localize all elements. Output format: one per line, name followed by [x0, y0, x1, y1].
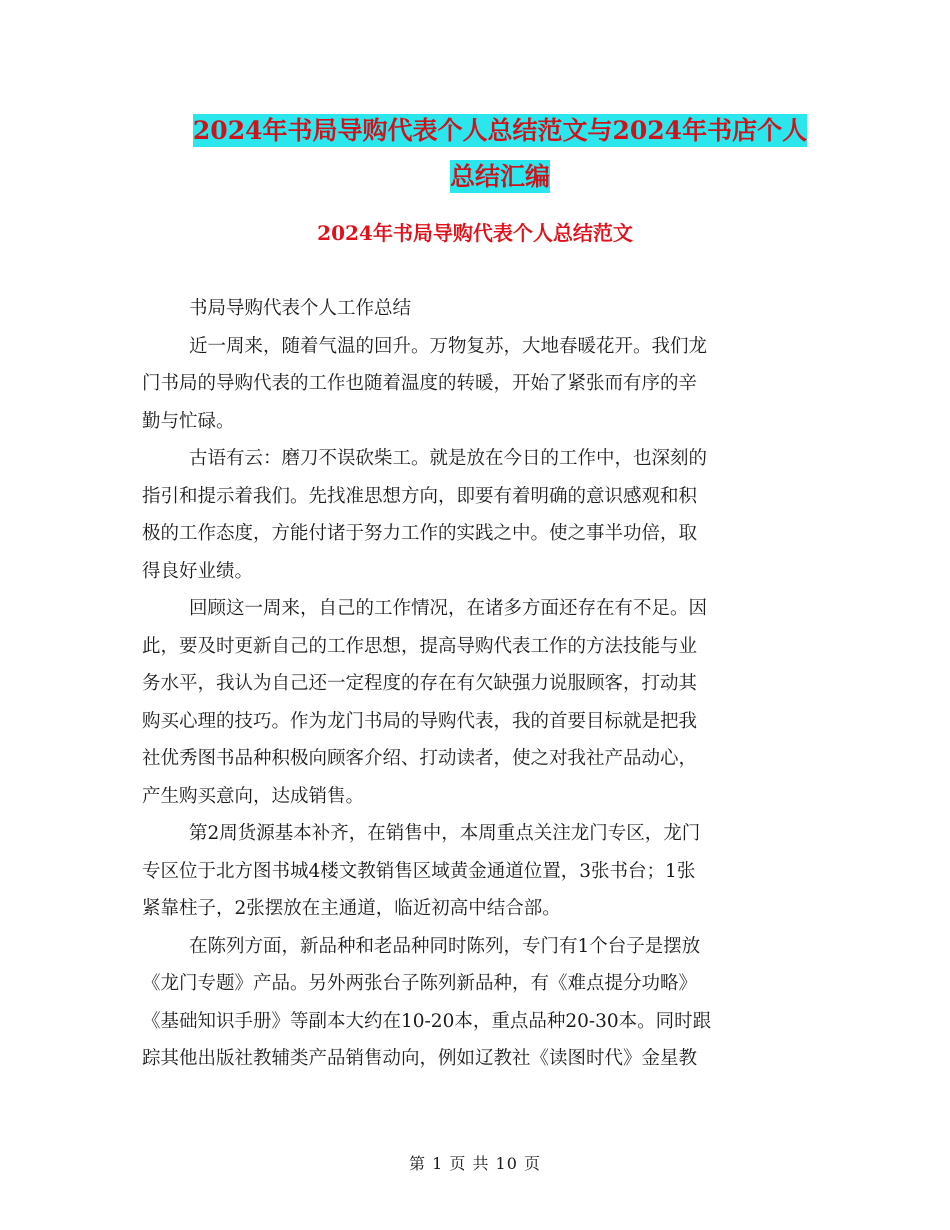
document-title-line-2	[140, 154, 860, 200]
paragraph-line: 此，要及时更新自己的工作思想，提高导购代表工作的方法技能与业	[142, 635, 698, 657]
paragraph-line: 《基础知识手册》等副本大约在10-20本，重点品种20-30本。同时跟	[142, 1010, 712, 1032]
paragraph	[142, 815, 818, 928]
title-highlight: 2024年书局导购代表个人总结范文与2024年书店个人	[192, 116, 808, 145]
paragraph-line: 专区位于北方图书城4楼文教销售区域黄金通道位置，3张书台；1张	[142, 860, 696, 882]
paragraph-line: 指引和提示着我们。先找准思想方向，即要有着明确的意识感观和积	[142, 485, 698, 507]
paragraph-line: 紧靠柱子，2张摆放在主通道，临近初高中结合部。	[142, 898, 561, 919]
paragraph-line: 回顾这一周来，自己的工作情况，在诸多方面还存在有不足。因	[189, 598, 708, 619]
paragraph	[142, 590, 818, 815]
section-heading: 2024年书局导购代表个人总结范文	[317, 221, 633, 245]
paragraph	[142, 928, 818, 1078]
paragraph	[142, 440, 818, 590]
title-highlight: 总结汇编	[449, 162, 550, 191]
paragraph-line: 《龙门专题》产品。另外两张台子陈列新品种，有《难点提分功略》	[142, 973, 698, 994]
document-body	[142, 290, 818, 1078]
paragraph-line: 极的工作态度，方能付诸于努力工作的实践之中。使之事半功倍，取	[142, 523, 698, 544]
paragraph-line: 社优秀图书品种积极向顾客介绍、打动读者，使之对我社产品动心，	[142, 748, 698, 769]
paragraph-line: 书局导购代表个人工作总结	[189, 298, 412, 319]
document-title-line-1	[140, 108, 860, 154]
paragraph-line: 购买心理的技巧。作为龙门书局的导购代表，我的首要目标就是把我	[142, 710, 698, 732]
paragraph-line: 务水平，我认为自己还一定程度的存在有欠缺强力说服顾客，打动其	[142, 673, 698, 694]
paragraph-line: 踪其他出版社教辅类产品销售动向，例如辽教社《读图时代》金星教	[142, 1048, 698, 1069]
document-title	[140, 108, 860, 200]
paragraph-line: 第2周货源基本补齐，在销售中，本周重点关注龙门专区，龙门	[189, 823, 701, 844]
paragraph-line: 古语有云：磨刀不误砍柴工。就是放在今日的工作中，也深刻的	[189, 448, 708, 469]
paragraph	[142, 328, 818, 441]
paragraph-line: 在陈列方面，新品种和老品种同时陈列，专门有1个台子是摆放	[189, 935, 701, 957]
paragraph-line: 门书局的导购代表的工作也随着温度的转暖，开始了紧张而有序的辛	[142, 373, 698, 394]
paragraph-line: 近一周来，随着气温的回升。万物复苏，大地春暖花开。我们龙	[189, 335, 708, 357]
paragraph-line: 得良好业绩。	[142, 560, 254, 582]
paragraph	[142, 290, 818, 328]
page-footer: 第 1 页 共 10 页	[409, 1154, 541, 1173]
paragraph-line: 勤与忙碌。	[142, 410, 235, 432]
paragraph-line: 产生购买意向，达成销售。	[142, 785, 365, 807]
